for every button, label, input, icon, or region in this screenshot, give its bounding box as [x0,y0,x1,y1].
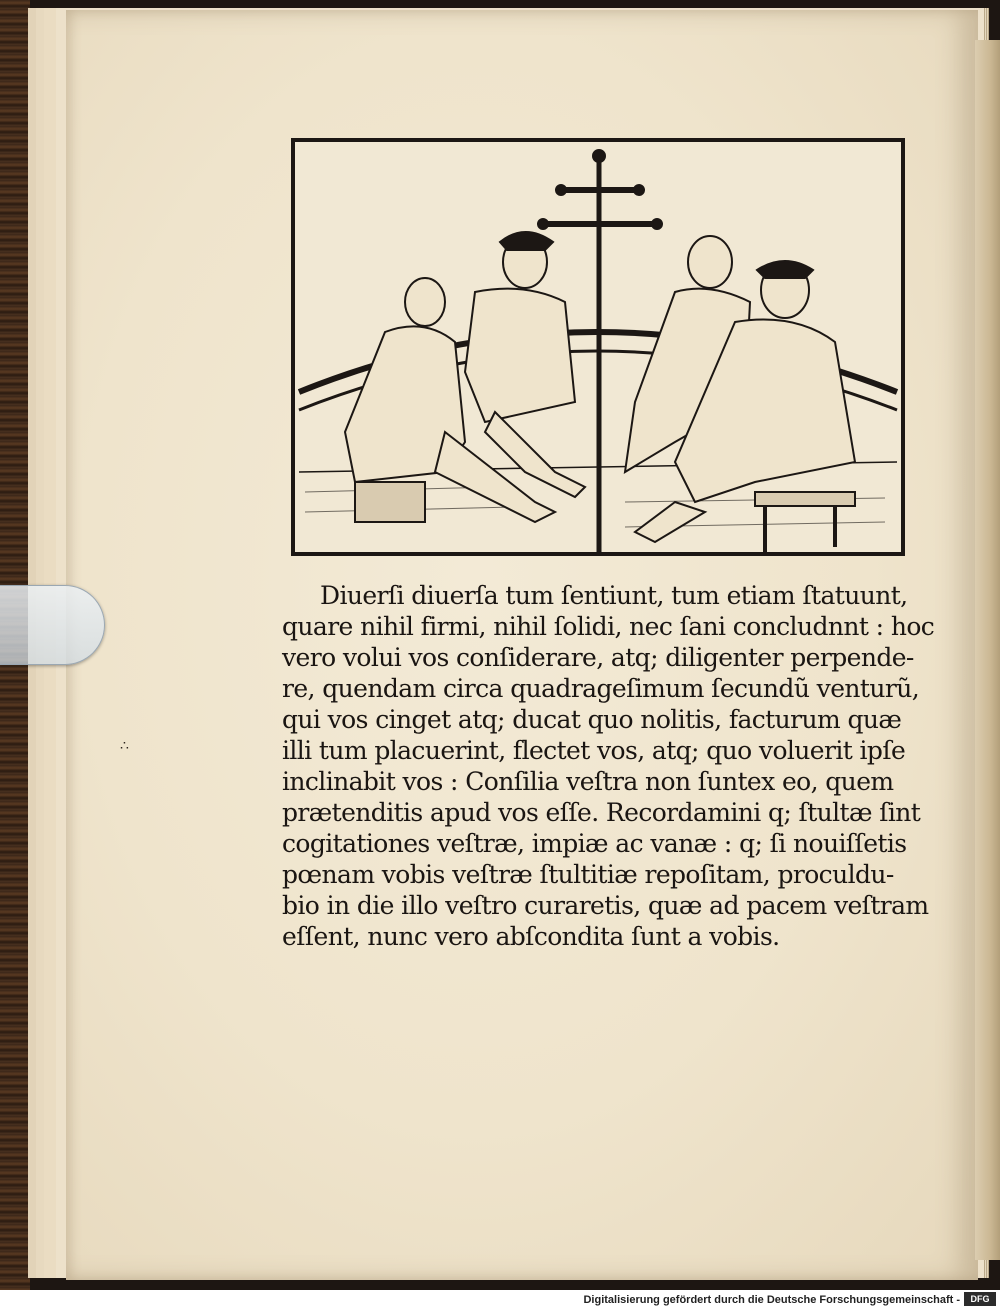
funding-credit: Digitalisierung gefördert durch die Deutsche Forschungsgemeinschaft - [583,1294,960,1306]
text-line: re, quendam circa quadrageſimum ſecundũ venturũ, [282,674,920,703]
text-line: inclinabit vos : Conſilia veſtra non ſuntex eo, quem [282,767,894,796]
text-line: Diuerſi diuerſa tum ſentiunt, tum etiam ſtatuunt, [320,581,908,610]
text-line: bio in die illo veſtro curaretis, quæ ad pacem veſtram [282,891,929,920]
text-line: vero volui vos conſiderare, atq; diligenter perpende- [282,643,914,672]
text-line: prætenditis apud vos eſſe. Recordamini q; ſtultæ ſint [282,798,921,827]
dfg-logo-icon[interactable]: DFG [964,1292,996,1306]
text-line: illi tum placuerint, flectet vos, atq; quo voluerit ipſe [282,736,906,765]
latin-text-block [282,580,935,952]
woodcut-illustration [291,138,905,556]
text-line: eſſent, nunc vero abſcondita ſunt a vobis. [282,922,780,951]
text-line: pœnam vobis veſtræ ſtultitiæ repoſitam, proculdu- [282,860,894,889]
page-gutter [975,40,1000,1260]
text-line: qui vos cinget atq; ducat quo nolitis, facturum quæ [282,705,902,734]
page-clip [0,585,105,665]
text-line: cogitationes veſtræ, impiæ ac vanæ : q; ſi nouiſſetis [282,829,907,858]
margin-mark: ∴ [120,738,129,754]
text-line: quare nihil firmi, nihil ſolidi, nec ſani concludnnt : hoc [282,612,935,641]
woodcut-drawing [295,142,901,552]
